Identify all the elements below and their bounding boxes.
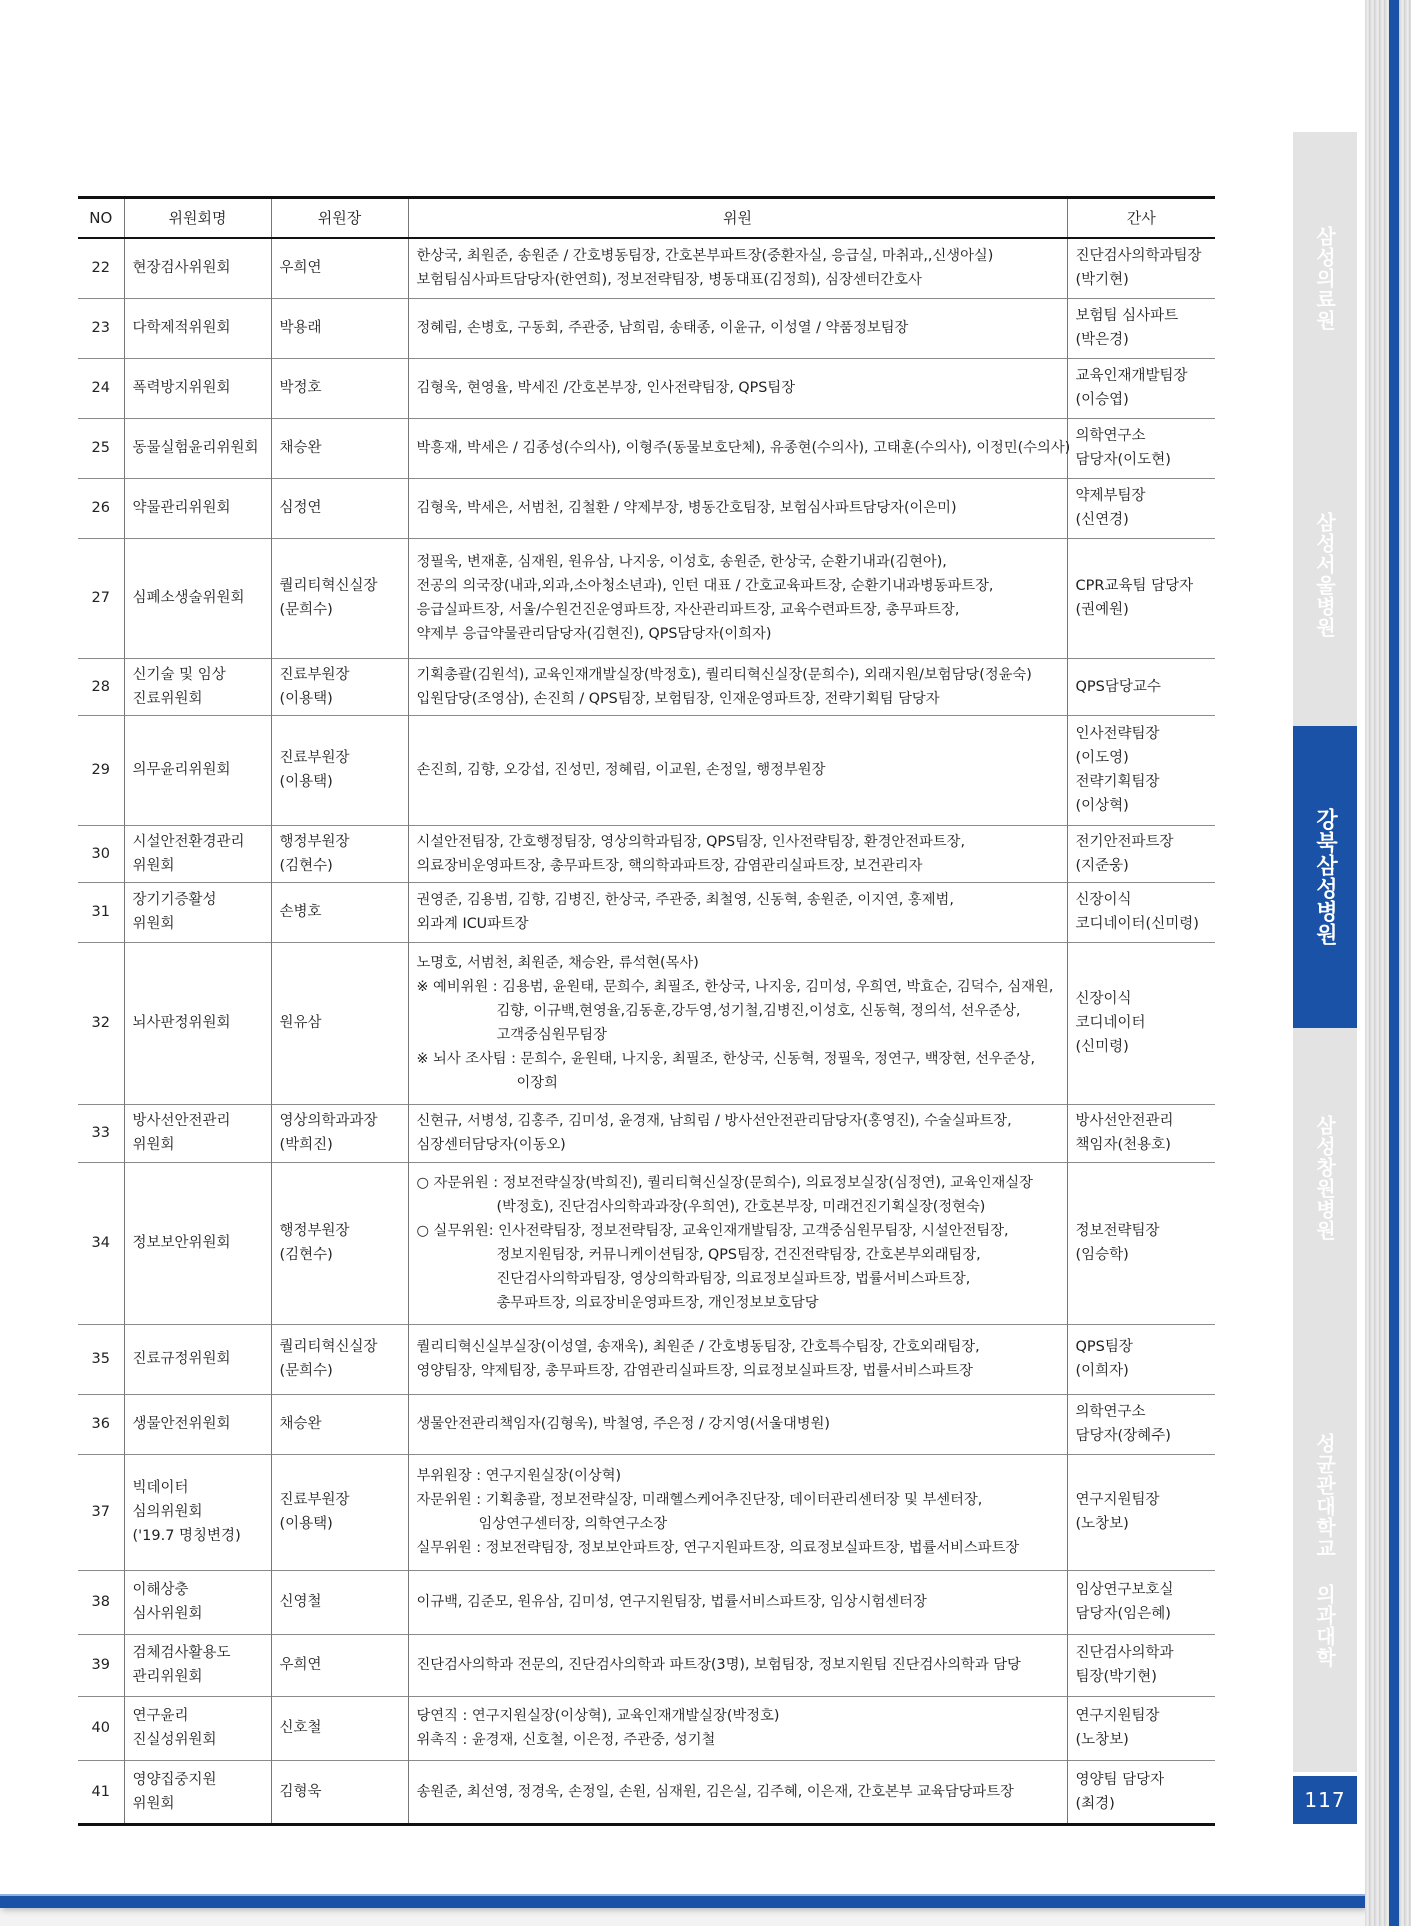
members-cell [408, 882, 1067, 942]
committee-name-line: 위원회 [132, 916, 175, 932]
members-line: ○ 실무위원: 인사전략팀장, 정보전략팀장, 교육인재개발팀장, 고객중심원무팀장, 시설안전팀장, [416, 1223, 1009, 1239]
members-line: 신현규, 서병성, 김홍주, 김미성, 윤경재, 남희림 / 방사선안전관리담당자(홍영진), 수술실파트장, [416, 1113, 1012, 1129]
row-number: 36 [78, 1394, 124, 1454]
row-number: 35 [78, 1324, 124, 1394]
row-number: 39 [78, 1634, 124, 1696]
tab-samsung-medical-center[interactable] [1293, 132, 1357, 426]
table-row [78, 358, 1215, 418]
secretary-cell [1067, 658, 1215, 715]
table-row [78, 1394, 1215, 1454]
members-cell [408, 1454, 1067, 1570]
members-line: 김형욱, 박세은, 서범천, 김철환 / 약제부장, 병동간호팀장, 보험심사파트담당자(이은미) [416, 500, 957, 516]
secretary-line: (박기현) [1075, 272, 1129, 289]
chair-line: 원유삼 [279, 1015, 322, 1031]
members-line: 위촉직 : 윤경재, 신호철, 이은정, 주관중, 성기철 [416, 1732, 716, 1748]
members-line: ○ 자문위원 : 정보전략실장(박희진), 퀄리티혁신실장(문희수), 의료정보실장(심정연), 교육인재실장 [416, 1175, 1033, 1191]
secretary-line: 방사선안전관리 [1075, 1113, 1174, 1129]
members-cell [408, 1394, 1067, 1454]
secretary-line: (이희자) [1075, 1363, 1129, 1379]
committee-name-line: 생물안전위원회 [132, 1416, 231, 1432]
tab-label: 삼성의료원 [1312, 225, 1337, 331]
row-number: 32 [78, 942, 124, 1104]
committee-name-cell [124, 1104, 271, 1162]
secretary-cell [1067, 418, 1215, 478]
secretary-cell [1067, 238, 1215, 298]
row-number: 22 [78, 238, 124, 298]
members-line: 심장센터담당자(이동오) [416, 1137, 566, 1153]
secretary-line: 연구지원팀장 [1075, 1492, 1160, 1508]
members-line: 총무파트장, 의료장비운영파트장, 개인정보보호담당 [496, 1295, 819, 1311]
secretary-line: (이도영) [1075, 750, 1129, 766]
chair-line: 우희연 [279, 260, 322, 277]
committee-name-line: 이해상충 [132, 1582, 189, 1598]
table-row [78, 1104, 1215, 1162]
book-page-edges [1365, 0, 1411, 1926]
table-body [78, 238, 1215, 1824]
secretary-cell [1067, 1454, 1215, 1570]
table-row [78, 942, 1215, 1104]
chair-line: (이용택) [279, 1516, 333, 1532]
committee-name-line: 위원회 [132, 1795, 175, 1812]
secretary-cell [1067, 478, 1215, 538]
members-line: 권영준, 김용범, 김향, 김병진, 한상국, 주관중, 최철영, 신동혁, 송원준, 이지연, 홍제범, [416, 892, 954, 908]
members-line: 송원준, 최선영, 정경욱, 손정일, 손원, 심재원, 김은실, 김주혜, 이은재, 간호본부 교육담당파트장 [416, 1783, 1014, 1800]
committee-name-cell [124, 1696, 271, 1760]
secretary-line: 신장이식 [1075, 991, 1132, 1007]
chair-cell [271, 1162, 408, 1324]
chair-cell [271, 715, 408, 825]
chair-cell [271, 238, 408, 298]
members-cell [408, 1696, 1067, 1760]
committee-name-line: 의무윤리위원회 [132, 762, 231, 778]
secretary-line: 담당자(장혜주) [1075, 1428, 1171, 1444]
chair-cell [271, 538, 408, 658]
table-row [78, 882, 1215, 942]
committee-name-cell [124, 478, 271, 538]
members-cell [408, 825, 1067, 882]
committee-table [78, 196, 1215, 1826]
members-line: 한상국, 최원준, 송원준 / 간호병동팀장, 간호본부파트장(중환자실, 응급실, 마취과,,신생아실) [416, 248, 994, 265]
table-row [78, 825, 1215, 882]
members-line: 시설안전팀장, 간호행정팀장, 영상의학과팀장, QPS팀장, 인사전략팀장, 환경안전파트장, [416, 833, 966, 850]
members-line: 보험팀심사파트담당자(한연희), 정보전략팀장, 병동대표(김정희), 심장센터간호사 [416, 272, 922, 289]
members-cell [408, 658, 1067, 715]
chair-line: 퀄리티혁신실장 [279, 1339, 378, 1355]
secretary-cell [1067, 1760, 1215, 1824]
table-row [78, 1634, 1215, 1696]
secretary-cell [1067, 715, 1215, 825]
members-cell [408, 1760, 1067, 1824]
members-line: 외과계 ICU파트장 [416, 916, 529, 932]
members-cell [408, 478, 1067, 538]
row-number: 34 [78, 1162, 124, 1324]
members-line: 진단검사의학과 전문의, 진단검사의학과 파트장(3명), 보험팀장, 정보지원팀 진단검사의학과 담당 [416, 1657, 1021, 1673]
committee-name-cell [124, 658, 271, 715]
chair-line: 신호철 [279, 1720, 322, 1736]
members-cell [408, 1570, 1067, 1634]
committee-name-cell [124, 715, 271, 825]
committee-name-cell [124, 1324, 271, 1394]
secretary-line: 코디네이터(신미령) [1075, 916, 1199, 932]
table-row [78, 298, 1215, 358]
tab-samsung-seoul-hospital[interactable] [1293, 424, 1357, 728]
committee-name-cell [124, 298, 271, 358]
row-number: 38 [78, 1570, 124, 1634]
chair-line: (이용택) [279, 774, 333, 790]
chair-line: 김형욱 [279, 1783, 322, 1800]
header-chair: 위원장 [271, 198, 408, 239]
chair-line: 손병호 [279, 904, 322, 920]
committee-name-line: 심폐소생술위원회 [132, 590, 245, 606]
members-line: 손진희, 김향, 오강섭, 진성민, 정혜림, 이교원, 손정일, 행정부원장 [416, 762, 826, 778]
secretary-line: (이상혁) [1075, 798, 1129, 814]
members-line: 이규백, 김준모, 원유삼, 김미성, 연구지원팀장, 법률서비스파트장, 임상시험센터장 [416, 1594, 927, 1610]
row-number: 41 [78, 1760, 124, 1824]
chair-line: (박희진) [279, 1137, 333, 1153]
table-row [78, 715, 1215, 825]
members-cell [408, 238, 1067, 298]
header-no: NO [89, 209, 113, 227]
chair-line: 행정부원장 [279, 1223, 350, 1239]
secretary-cell [1067, 358, 1215, 418]
members-line: 응급실파트장, 서울/수원건진운영파트장, 자산관리파트장, 교육수련파트장, 총무파트장, [416, 602, 960, 618]
members-line: 퀄리티혁신실부실장(이성열, 송재욱), 최원준 / 간호병동팀장, 간호특수팀장, 간호외래팀장, [416, 1339, 980, 1355]
committee-name-cell [124, 418, 271, 478]
secretary-line: (임승학) [1075, 1247, 1129, 1263]
committee-name-line: 시설안전환경관리 [132, 833, 245, 850]
row-number: 29 [78, 715, 124, 825]
chair-line: (김현수) [279, 1247, 333, 1263]
secretary-line: 책임자(천용호) [1075, 1137, 1171, 1153]
secretary-line: 약제부팀장 [1075, 488, 1146, 504]
members-line: 부위원장 : 연구지원실장(이상혁) [416, 1468, 622, 1484]
secretary-line: 교육인재개발팀장 [1075, 368, 1188, 384]
chair-cell [271, 1696, 408, 1760]
chair-cell [271, 882, 408, 942]
secretary-cell [1067, 1570, 1215, 1634]
committee-name-line: 영양집중지원 [132, 1771, 217, 1788]
table-row [78, 418, 1215, 478]
table-row [78, 1760, 1215, 1824]
row-number: 28 [78, 658, 124, 715]
secretary-cell [1067, 538, 1215, 658]
committee-name-cell [124, 1760, 271, 1824]
members-line: 박흥재, 박세은 / 김종성(수의사), 이형주(동물보호단체), 유종현(수의사), 고태훈(수의사), 이정민(수의사) [416, 440, 1071, 456]
members-line: 김향, 이규백,현영율,김동훈,강두영,성기철,김병진,이성호, 신동혁, 정의석, 선우준상, [496, 1003, 1021, 1019]
chair-cell [271, 658, 408, 715]
row-number: 30 [78, 825, 124, 882]
secretary-line: 인사전략팀장 [1075, 726, 1160, 742]
secretary-line: 연구지원팀장 [1075, 1708, 1160, 1724]
members-line: 이장희 [516, 1075, 558, 1091]
members-cell [408, 538, 1067, 658]
committee-name-line: 관리위원회 [132, 1669, 203, 1685]
tab-label: 성균관대학교 의과대학 [1312, 1432, 1337, 1668]
members-cell [408, 1324, 1067, 1394]
secretary-cell [1067, 1394, 1215, 1454]
secretary-cell [1067, 1696, 1215, 1760]
secretary-cell [1067, 1104, 1215, 1162]
chair-cell [271, 1324, 408, 1394]
secretary-line: 의학연구소 [1075, 1404, 1146, 1420]
secretary-line: CPR교육팀 담당자 [1075, 578, 1194, 594]
members-line: 실무위원 : 정보전략팀장, 정보보안파트장, 연구지원파트장, 의료정보실파트장, 법률서비스파트장 [416, 1540, 1020, 1556]
committee-name-line: 약물관리위원회 [132, 500, 231, 516]
tab-label: 강북삼성병원 [1312, 808, 1338, 946]
table-row [78, 1570, 1215, 1634]
chair-cell [271, 1760, 408, 1824]
committee-name-line: 정보보안위원회 [132, 1235, 231, 1251]
committee-name-cell [124, 538, 271, 658]
secretary-line: (권예원) [1075, 602, 1129, 618]
chair-line: 박용래 [279, 320, 322, 336]
chair-line: 박정호 [279, 380, 322, 396]
members-line: 기획총괄(김원석), 교육인재개발실장(박정호), 퀄리티혁신실장(문희수), 외래지원/보험담당(정윤숙) [416, 666, 1032, 683]
tab-skku-medical-school[interactable] [1293, 1328, 1357, 1774]
secretary-line: 코디네이터 [1075, 1015, 1146, 1031]
committee-name-cell [124, 1570, 271, 1634]
committee-name-line: 위원회 [132, 857, 175, 874]
members-cell [408, 298, 1067, 358]
secretary-line: (노창보) [1075, 1516, 1129, 1532]
secretary-line: 임상연구보호실 [1075, 1582, 1174, 1598]
members-line: 생물안전관리책임자(김형욱), 박철영, 주은정 / 강지영(서울대병원) [416, 1416, 830, 1432]
committee-name-cell [124, 882, 271, 942]
tab-label: 삼성서울병원 [1312, 512, 1337, 638]
members-cell [408, 358, 1067, 418]
members-line: 노명호, 서범천, 최원준, 채승완, 류석현(목사) [416, 955, 699, 971]
table-row [78, 658, 1215, 715]
secretary-cell [1067, 1324, 1215, 1394]
committee-name-line: ('19.7 명칭변경) [132, 1528, 241, 1544]
committee-name-line: 동물실험윤리위원회 [132, 440, 259, 456]
members-line: 당연직 : 연구지원실장(이상혁), 교육인재개발실장(박정호) [416, 1708, 780, 1724]
committee-name-cell [124, 1162, 271, 1324]
secretary-cell [1067, 1162, 1215, 1324]
members-line: 고객중심원무팀장 [496, 1027, 607, 1043]
secretary-cell [1067, 298, 1215, 358]
members-cell [408, 418, 1071, 478]
table-row [78, 1324, 1215, 1394]
members-line: 임상연구센터장, 의학연구소장 [478, 1516, 668, 1532]
secretary-cell [1067, 942, 1215, 1104]
secretary-line: (노창보) [1075, 1732, 1129, 1748]
members-line: 정보지원팀장, 커뮤니케이션팀장, QPS팀장, 건진전략팀장, 간호본부외래팀장, [496, 1247, 981, 1263]
secretary-line: (최경) [1075, 1795, 1115, 1812]
secretary-line: 보험팀 심사파트 [1075, 308, 1179, 324]
committee-name-line: 진실성위원회 [132, 1732, 217, 1748]
tab-samsung-changwon-hospital[interactable] [1293, 1028, 1357, 1330]
row-number: 25 [78, 418, 124, 478]
chair-cell [271, 1634, 408, 1696]
secretary-line: QPS담당교수 [1075, 678, 1161, 695]
members-line: (박정호), 진단검사의학과과장(우희연), 간호본부장, 미래건진기획실장(정현숙) [496, 1199, 986, 1215]
committee-name-line: 방사선안전관리 [132, 1113, 231, 1129]
chair-cell [271, 1104, 408, 1162]
members-line: 전공의 의국장(내과,외과,소아청소년과), 인턴 대표 / 간호교육파트장, 순환기내과병동파트장, [416, 578, 994, 594]
committee-name-line: 진료위원회 [132, 690, 203, 707]
committee-name-line: 장기기증활성 [132, 892, 217, 908]
chair-cell [271, 298, 408, 358]
committee-name-cell [124, 238, 271, 298]
secretary-line: 정보전략팀장 [1075, 1223, 1160, 1239]
committee-name-line: 다학제적위원회 [132, 320, 231, 336]
table-row [78, 1696, 1215, 1760]
row-number: 40 [78, 1696, 124, 1760]
members-cell [408, 1162, 1067, 1324]
committee-name-line: 빅데이터 [132, 1480, 189, 1496]
chair-cell [271, 358, 408, 418]
row-number: 26 [78, 478, 124, 538]
secretary-line: (신미령) [1075, 1039, 1129, 1055]
committee-name-cell [124, 1454, 271, 1570]
members-line: 정혜림, 손병호, 구동회, 주관중, 남희림, 송태종, 이윤규, 이성열 / 약품정보팀장 [416, 320, 909, 336]
table-row [78, 238, 1215, 298]
table-row [78, 538, 1215, 658]
members-line: 자문위원 : 기획총괄, 정보전략실장, 미래헬스케어추진단장, 데이터관리센터장 및 부센터장, [416, 1492, 983, 1508]
secretary-line: 전기안전파트장 [1075, 833, 1174, 850]
row-number: 23 [78, 298, 124, 358]
members-cell [408, 1104, 1067, 1162]
members-line: 의료장비운영파트장, 총무파트장, 핵의학과파트장, 감염관리실파트장, 보건관리자 [416, 857, 923, 874]
chair-line: 채승완 [279, 440, 322, 456]
chair-line: 신영철 [279, 1594, 322, 1610]
chair-line: (문희수) [279, 602, 333, 618]
row-number: 24 [78, 358, 124, 418]
members-line: ※ 예비위원 : 김용범, 윤원태, 문희수, 최필조, 한상국, 나지웅, 김미성, 우희연, 박효순, 김덕수, 심재원, [416, 979, 1054, 995]
committee-name-line: 뇌사판정위원회 [132, 1015, 231, 1031]
members-cell [408, 942, 1067, 1104]
chair-line: 영상의학과과장 [279, 1113, 378, 1129]
chair-line: 채승완 [279, 1416, 322, 1432]
secretary-line: (박은경) [1075, 332, 1129, 348]
row-number: 37 [78, 1454, 124, 1570]
committee-name-line: 신기술 및 임상 [132, 666, 226, 683]
committee-name-line: 폭력방지위원회 [132, 380, 231, 396]
chair-line: 퀄리티혁신실장 [279, 578, 378, 594]
committee-name-cell [124, 825, 271, 882]
members-line: 입원담당(조영삼), 손진희 / QPS팀장, 보험팀장, 인재운영파트장, 전략기획팀 담당자 [416, 690, 940, 707]
table-row [78, 1454, 1215, 1570]
row-number: 27 [78, 538, 124, 658]
chair-cell [271, 478, 408, 538]
committee-name-line: 연구윤리 [132, 1708, 189, 1724]
book-spine-stripe [1389, 0, 1399, 1926]
chair-line: 진료부원장 [279, 750, 350, 766]
secretary-cell [1067, 882, 1215, 942]
committee-name-line: 검체검사활용도 [132, 1645, 231, 1661]
committee-name-line: 진료규정위원회 [132, 1351, 231, 1367]
committee-name-cell [124, 942, 271, 1104]
secretary-line: 담당자(임은혜) [1075, 1606, 1171, 1622]
committee-name-line: 현장검사위원회 [132, 260, 231, 277]
table-row [78, 478, 1215, 538]
members-line: 영양팀장, 약제팀장, 총무파트장, 감염관리실파트장, 의료정보실파트장, 법률서비스파트장 [416, 1363, 973, 1379]
members-cell [408, 715, 1067, 825]
members-line: 진단검사의학과팀장, 영상의학과팀장, 의료정보실파트장, 법률서비스파트장, [496, 1271, 971, 1287]
chair-cell [271, 1570, 408, 1634]
members-line: 김형욱, 현영율, 박세진 /간호본부장, 인사전략팀장, QPS팀장 [416, 380, 796, 396]
secretary-line: (신연경) [1075, 512, 1129, 528]
committee-name-cell [124, 358, 271, 418]
secretary-cell [1067, 825, 1215, 882]
header-committee-name: 위원회명 [124, 198, 271, 239]
row-number: 31 [78, 882, 124, 942]
chair-line: (이용택) [279, 690, 333, 707]
bottom-bar [0, 1894, 1365, 1908]
secretary-line: 팀장(박기현) [1075, 1669, 1157, 1685]
secretary-line: QPS팀장 [1075, 1339, 1133, 1355]
table-header-row [78, 198, 1215, 239]
chair-cell [271, 1454, 408, 1570]
chair-line: 진료부원장 [279, 666, 350, 683]
chair-line: 심정연 [279, 500, 322, 516]
committee-name-line: 심의위원회 [132, 1504, 203, 1520]
secretary-line: 담당자(이도현) [1075, 452, 1171, 468]
chair-cell [271, 942, 408, 1104]
chair-line: 진료부원장 [279, 1492, 350, 1508]
members-line: 정필욱, 변재훈, 심재원, 원유삼, 나지웅, 이성호, 송원준, 한상국, 순환기내과(김현아), [416, 554, 947, 570]
committee-name-cell [124, 1634, 271, 1696]
tab-kangbuk-samsung-hospital[interactable] [1293, 726, 1357, 1030]
secretary-line: (이승엽) [1075, 392, 1129, 408]
secretary-line: 영양팀 담당자 [1075, 1771, 1165, 1788]
page-number: 117 [1293, 1776, 1357, 1824]
secretary-line: 신장이식 [1075, 892, 1132, 908]
secretary-line: (지준웅) [1075, 857, 1129, 874]
members-line: ※ 뇌사 조사팀 : 문희수, 윤원태, 나지웅, 최필조, 한상국, 신동혁, 정필욱, 정연구, 백장현, 선우준상, [416, 1051, 1036, 1067]
header-secretary: 간사 [1067, 198, 1215, 239]
chair-cell [271, 418, 408, 478]
members-line: 약제부 응급약물관리담당자(김현진), QPS담당자(이희자) [416, 626, 772, 642]
committee-name-line: 위원회 [132, 1137, 175, 1153]
chair-line: (문희수) [279, 1363, 333, 1379]
tab-label: 삼성창원병원 [1312, 1115, 1337, 1241]
chair-cell [271, 1394, 408, 1454]
secretary-cell [1067, 1634, 1215, 1696]
committee-name-line: 심사위원회 [132, 1606, 203, 1622]
committee-name-cell [124, 1394, 271, 1454]
chair-line: 우희연 [279, 1657, 322, 1673]
chair-line: 행정부원장 [279, 833, 350, 850]
chair-cell [271, 825, 408, 882]
header-members: 위원 [408, 198, 1067, 239]
row-number: 33 [78, 1104, 124, 1162]
secretary-line: 의학연구소 [1075, 428, 1146, 444]
table-row [78, 1162, 1215, 1324]
members-cell [408, 1634, 1067, 1696]
secretary-line: 전략기획팀장 [1075, 774, 1160, 790]
chair-line: (김현수) [279, 857, 333, 874]
secretary-line: 진단검사의학과팀장 [1075, 248, 1202, 265]
secretary-line: 진단검사의학과 [1075, 1645, 1174, 1661]
